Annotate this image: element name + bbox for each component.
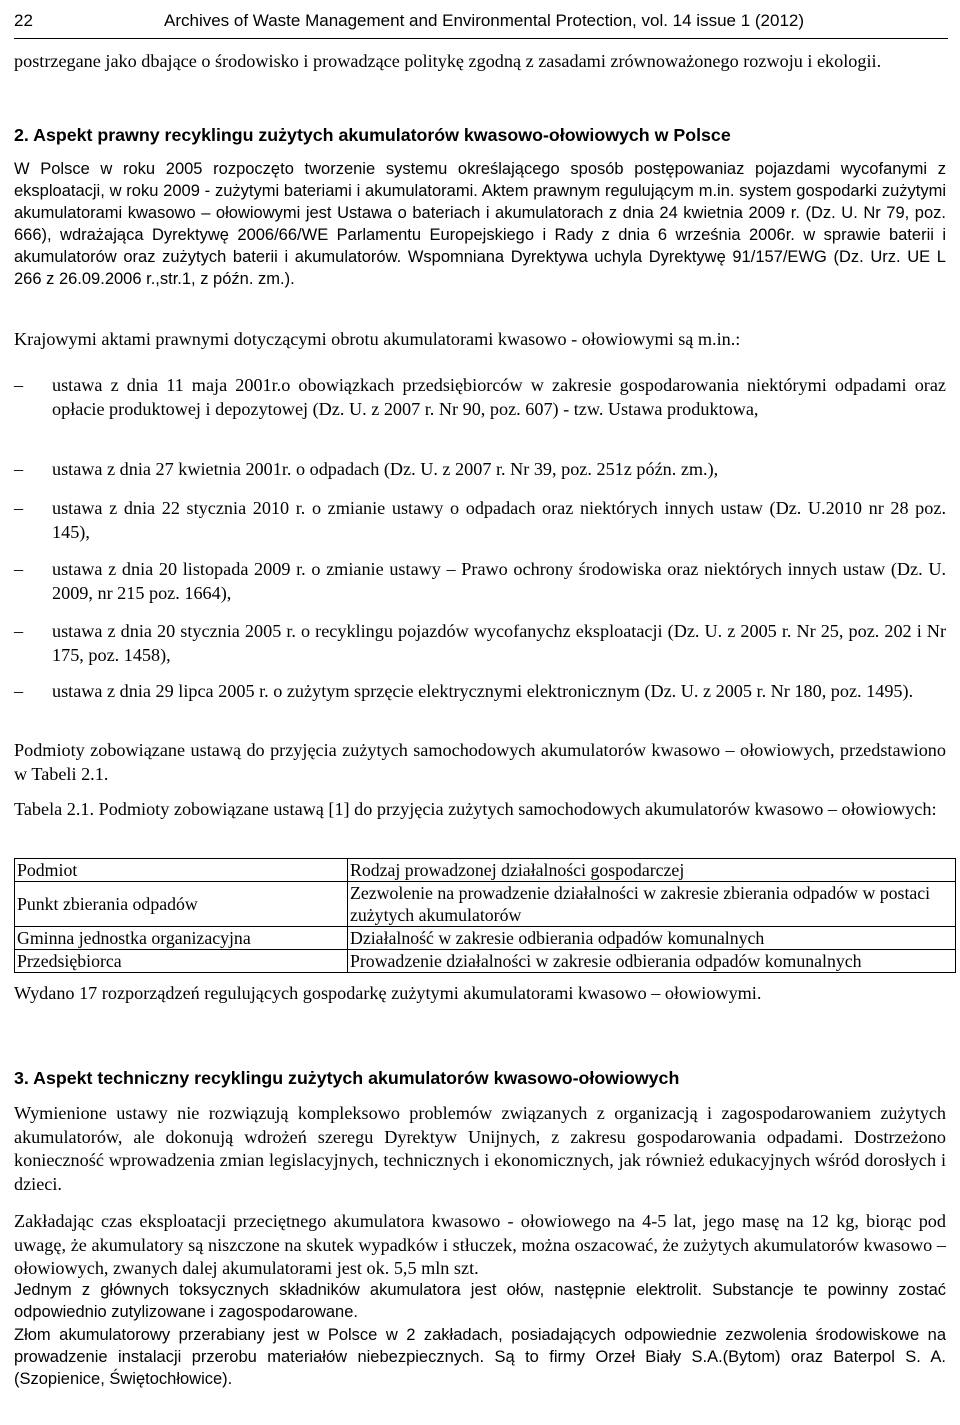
section-3-heading: 3. Aspekt techniczny recyklingu zużytych akumulatorów kwasowo-ołowiowych [14, 1068, 680, 1088]
journal-title: Archives of Waste Management and Environmental Protection, vol. 14 issue 1 (2012) [164, 11, 805, 30]
table-header-cell: Rodzaj prowadzonej działalności gospodarczej [348, 859, 956, 882]
after-table-note: Wydano 17 rozporządzeń regulujących gospodarkę zużytymi akumulatorami kwasowo – ołowiowymi. [14, 983, 762, 1003]
list-item-text: ustawa z dnia 29 lipca 2005 r. o zużytym sprzęcie elektrycznymi elektronicznym (Dz. U. z 2005 r. Nr 180, poz. 1495). [52, 681, 914, 701]
list-dash: – [14, 559, 24, 579]
obligated-entities-table [14, 858, 956, 973]
section-2-paragraph-1: W Polsce w roku 2005 rozpoczęto tworzenie systemu określającego sposób postępowaniaz pojazdami wycofanymi z eksploatacji, w roku 2009 - zużytymi bateriami i akumulatorami. Aktem prawnym regulującym m.in. system gospodarki zużytymi akumulatorami kwasowo – ołowiowymi jest Ustawa o bateriach i akumulatorach z dnia 24 kwietnia 2009 r. (Dz. U. Nr 79, poz. 666), wdrażająca Dyrektywę 2006/66/WE Parlamentu Europejskiego i Rady z dnia 6 września 2006r. w sprawie baterii i akumulatorów oraz zużytych baterii i akumulatorów. Wspomniana Dyrektywa uchyla Dyrektywę 91/157/EWG (Dz. Urz. UE L 266 z 26.09.2006 r.,str.1, z późn. zm.). [14, 160, 946, 288]
table-row [15, 950, 956, 973]
section-3-paragraph-2: Zakładając czas eksploatacji przeciętnego akumulatora kwasowo - ołowiowego na 4-5 lat, jego masę na 12 kg, biorąc pod uwagę, że akumulatory są niszczone na skutek wypadków i stłuczek, można oszacować, że zużytych akumulatorów kwasowo – ołowiowych, zwanych dalej akumulatorami jest ok. 5,5 mln szt. [14, 1211, 946, 1278]
table-cell: Przedsiębiorca [15, 950, 348, 973]
section-2-paragraph-2: Krajowymi aktami prawnymi dotyczącymi obrotu akumulatorami kwasowo - ołowiowymi są m.in.: [14, 329, 741, 349]
intro-continuation: postrzegane jako dbające o środowisko i prowadzące politykę zgodną z zasadami zrównoważonego rozwoju i ekologii. [14, 51, 882, 71]
table-cell: Zezwolenie na prowadzenie działalności w zakresie zbierania odpadów w postaci zużytych akumulatorów [348, 882, 956, 927]
list-dash: – [14, 375, 24, 395]
running-header [14, 8, 948, 39]
list-item-text: ustawa z dnia 22 stycznia 2010 r. o zmianie ustawy o odpadach oraz niektórych innych ustaw (Dz. U.2010 nr 28 poz. 145), [52, 498, 946, 542]
list-dash: – [14, 459, 24, 479]
list-dash: – [14, 621, 24, 641]
table-header-cell: Podmiot [15, 859, 348, 882]
list-item-text: ustawa z dnia 11 maja 2001r.o obowiązkach przedsiębiorców w zakresie gospodarowania niektórymi odpadami oraz opłacie produktowej i depozytowej (Dz. U. z 2007 r. Nr 90, poz. 607) - tzw. Ustawa produktowa, [52, 375, 946, 419]
list-dash: – [14, 681, 24, 701]
table-header-row [15, 859, 956, 882]
page-number: 22 [14, 11, 33, 30]
table-row [15, 927, 956, 950]
table-row [15, 882, 956, 927]
section-2-heading: 2. Aspekt prawny recyklingu zużytych akumulatorów kwasowo-ołowiowych w Polsce [14, 125, 731, 145]
table-cell: Prowadzenie działalności w zakresie odbierania odpadów komunalnych [348, 950, 956, 973]
list-item-text: ustawa z dnia 20 stycznia 2005 r. o recyklingu pojazdów wycofanychz eksploatacji (Dz. U. z 2005 r. Nr 25, poz. 202 i Nr 175, poz. 1458), [52, 621, 946, 665]
list-item [14, 497, 946, 544]
section-3-paragraph-3: Jednym z głównych toksycznych składników akumulatora jest ołów, następnie elektrolit. Substancje te powinny zostać odpowiednio zutylizowane i zagospodarowane. [14, 1281, 946, 1321]
table-cell: Gminna jednostka organizacyjna [15, 927, 348, 950]
table-cell: Punkt zbierania odpadów [15, 882, 348, 927]
list-item-text: ustawa z dnia 20 listopada 2009 r. o zmianie ustawy – Prawo ochrony środowiska oraz niektórych innych ustaw (Dz. U. 2009, nr 215 poz. 1664), [52, 559, 946, 603]
list-item [14, 374, 946, 421]
table-cell: Działalność w zakresie odbierania odpadów komunalnych [348, 927, 956, 950]
list-item [14, 620, 946, 667]
list-dash: – [14, 498, 24, 518]
section-3-paragraph-1: Wymienione ustawy nie rozwiązują kompleksowo problemów związanych z organizacją i zagospodarowaniem zużytych akumulatorów, ale dokonują wdrożeń szeregu Dyrektyw Unijnych, z zakresu gospodarowania odpadami. Dostrzeżono konieczność wprowadzenia zmian legislacyjnych, technicznych i ekonomicznych, jak również edukacyjnych wśród dorosłych i dzieci. [14, 1103, 946, 1194]
section-3-paragraph-4: Złom akumulatorowy przerabiany jest w Polsce w 2 zakładach, posiadających odpowiednie zezwolenia środowiskowe na prowadzenie instalacji przerobu materiałów niebezpiecznych. Są to firmy Orzeł Biały S.A.(Bytom) oraz Baterpol S. A. (Szopienice, Świętochłowice). [14, 1326, 946, 1388]
table-caption: Tabela 2.1. Podmioty zobowiązane ustawą [1] do przyjęcia zużytych samochodowych akumulatorów kwasowo – ołowiowych: [14, 799, 937, 819]
list-item [14, 458, 946, 482]
list-item [14, 680, 946, 704]
list-item-text: ustawa z dnia 27 kwietnia 2001r. o odpadach (Dz. U. z 2007 r. Nr 39, poz. 251z późn. zm.), [52, 459, 719, 479]
section-2-paragraph-3: Podmioty zobowiązane ustawą do przyjęcia zużytych samochodowych akumulatorów kwasowo – ołowiowych, przedstawiono w Tabeli 2.1. [14, 740, 946, 784]
list-item [14, 558, 946, 605]
